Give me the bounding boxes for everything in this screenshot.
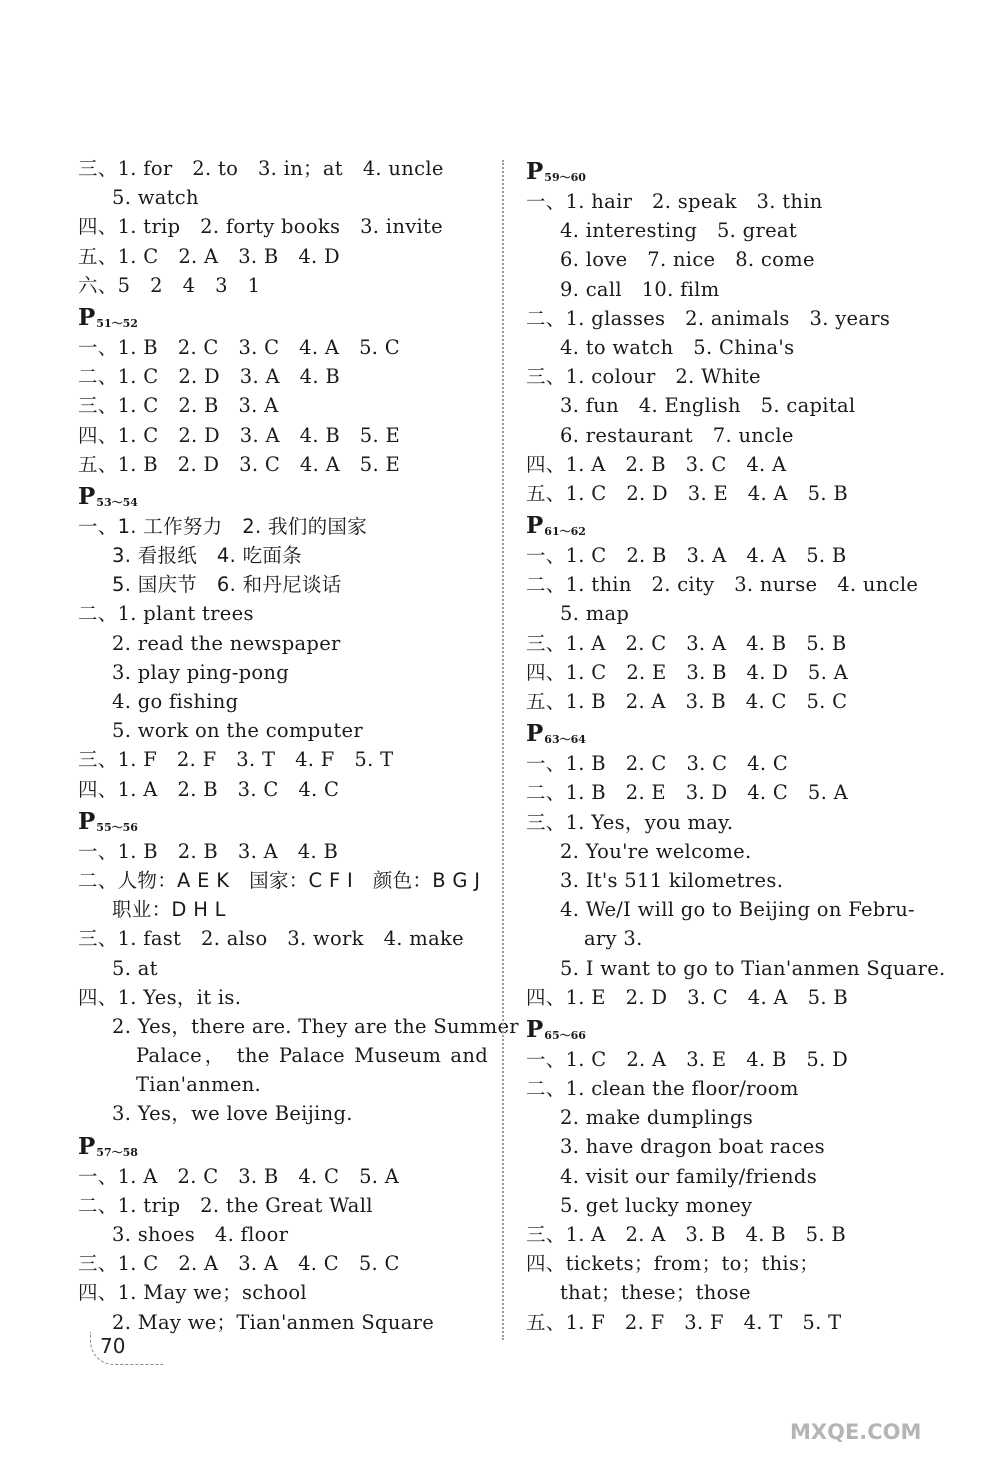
answer-line: 一、1. C 2. A 3. E 4. B 5. D (526, 1047, 849, 1071)
answer-line: 四、1. A 2. B 3. C 4. C (78, 777, 340, 801)
answer-line: 4. interesting 5. great (560, 219, 797, 243)
answer-line: 五、1. B 2. D 3. C 4. A 5. E (78, 452, 401, 476)
answer-line: 二、1. trip 2. the Great Wall (78, 1193, 373, 1217)
answer-line: 二、1. C 2. D 3. A 4. B (78, 365, 340, 389)
answer-line: 一、1. B 2. C 3. C 4. A 5. C (78, 335, 400, 359)
answer-line: 三、1. for 2. to 3. in；at 4. uncle (78, 157, 444, 180)
watermark (790, 1368, 990, 1453)
page-range-heading (526, 508, 926, 541)
answer-line: 二、1. clean the floor/room (526, 1077, 799, 1101)
answer-line: 一、1. C 2. B 3. A 4. A 5. B (526, 544, 847, 568)
answer-line: 四、tickets；from；to；this； (526, 1252, 820, 1276)
page-range-letter: P (526, 720, 544, 748)
right-answer-column (526, 154, 946, 1337)
page-range-letter: P (78, 303, 96, 331)
answer-line: 2. May we；Tian'anmen Square (112, 1310, 435, 1334)
page-range-heading (78, 1129, 488, 1162)
answer-line: 职业：D H L (112, 898, 226, 922)
answer-line: 3. Yes，we love Beijing. (112, 1102, 353, 1126)
answer-line: 一、1. B 2. B 3. A 4. B (78, 839, 339, 863)
answer-line: 4. visit our family/friends (560, 1164, 818, 1188)
left-answer-column (78, 154, 519, 1337)
page-range-letter: P (78, 482, 96, 510)
answer-line: 五、1. C 2. A 3. B 4. D (78, 244, 340, 268)
answer-line: 三、1. C 2. B 3. A (78, 394, 279, 418)
page-number: 70 (100, 1334, 126, 1358)
answer-line: 二、人物：A E K 国家：C F I 颜色：B G J (78, 868, 481, 892)
page-range-heading (526, 1012, 926, 1045)
answer-line: ary 3. (584, 927, 643, 951)
answer-line: 一、1. 工作努力 2. 我们的国家 (78, 514, 368, 538)
answer-line: 2. You're welcome. (560, 839, 752, 863)
answer-line: 一、1. hair 2. speak 3. thin (526, 190, 823, 213)
page-range-letter: P (78, 1132, 96, 1160)
answer-line: 5. map (560, 602, 630, 626)
answer-line: 一、1. B 2. C 3. C 4. C (526, 752, 789, 776)
answer-line: 三、1. A 2. A 3. B 4. B 5. B (526, 1223, 846, 1246)
answer-line: 二、1. plant trees (78, 602, 254, 626)
watermark-url: MXQE.COM (790, 1420, 922, 1444)
answer-line: 四、1. A 2. B 3. C 4. A (526, 452, 787, 476)
answer-line: Palace， the Palace Museum and (136, 1044, 488, 1068)
page-range-subscript: 55～56 (96, 820, 138, 834)
page-range-subscript: 57～58 (96, 1145, 138, 1159)
answer-line: 四、1. May we；school (78, 1281, 307, 1305)
page-range-letter: P (526, 512, 544, 540)
page-range-heading (78, 479, 488, 512)
answer-line: 5. at (112, 956, 158, 980)
answer-line: Tian'anmen. (136, 1073, 262, 1097)
answer-line: 三、1. Yes，you may. (526, 810, 734, 834)
answer-line: 9. call 10. film (560, 277, 720, 301)
page-range-subscript: 65～66 (544, 1028, 586, 1042)
answer-line: 五、1. C 2. D 3. E 4. A 5. B (526, 481, 849, 505)
page-range-subscript: 63～64 (544, 733, 586, 747)
column-divider (502, 160, 504, 1340)
answer-line: 5. watch (112, 186, 199, 210)
page-range-letter: P (78, 807, 96, 835)
answer-line: 四、1. trip 2. forty books 3. invite (78, 215, 444, 239)
answer-line: 3. play ping-pong (112, 660, 290, 684)
answer-line: 3. shoes 4. floor (112, 1223, 289, 1246)
page-range-heading (78, 804, 488, 837)
answer-line: 三、1. fast 2. also 3. work 4. make (78, 927, 464, 951)
page-range-heading (78, 300, 488, 333)
answer-line: 四、1. Yes，it is. (78, 985, 242, 1009)
answer-line: 五、1. B 2. A 3. B 4. C 5. C (526, 690, 848, 713)
answer-line: 三、1. colour 2. White (526, 365, 761, 389)
answer-line: 4. We/I will go to Beijing on Febru- (560, 898, 915, 922)
answer-line: 三、1. F 2. F 3. T 4. F 5. T (78, 748, 394, 772)
answer-line: 六、5 2 4 3 1 (78, 273, 261, 297)
answer-line: 4. go fishing (112, 690, 239, 713)
answer-line: 5. I want to go to Tian'anmen Square. (560, 956, 946, 980)
page-range-subscript: 61～62 (544, 525, 586, 539)
answer-line: 3. have dragon boat races (560, 1135, 825, 1159)
page-range-letter: P (526, 1015, 544, 1043)
answer-line: 二、1. thin 2. city 3. nurse 4. uncle (526, 573, 919, 597)
answer-line: 三、1. C 2. A 3. A 4. C 5. C (78, 1252, 400, 1276)
page-range-subscript: 59～60 (544, 171, 586, 184)
answer-line: 5. work on the computer (112, 719, 363, 743)
answer-line: 2. make dumplings (560, 1106, 754, 1130)
answer-line: 2. Yes，there are. They are the Summer (112, 1014, 519, 1038)
answer-line: 三、1. A 2. C 3. A 4. B 5. B (526, 631, 847, 655)
answer-line: 四、1. C 2. E 3. B 4. D 5. A (526, 660, 849, 684)
answer-line: 五、1. F 2. F 3. F 4. T 5. T (526, 1310, 842, 1334)
answer-line: 6. love 7. nice 8. come (560, 248, 815, 272)
answer-line: 3. 看报纸 4. 吃面条 (112, 544, 303, 568)
answer-line: that；these；those (560, 1281, 751, 1305)
answer-line: 3. It's 511 kilometres. (560, 868, 784, 892)
answer-line: 6. restaurant 7. uncle (560, 423, 794, 447)
page-range-subscript: 51～52 (96, 316, 138, 330)
answer-line: 3. fun 4. English 5. capital (560, 394, 856, 418)
answer-line: 2. read the newspaper (112, 631, 341, 655)
answer-line: 5. get lucky money (560, 1193, 753, 1217)
page-range-heading (526, 716, 926, 749)
answer-line: 二、1. glasses 2. animals 3. years (526, 306, 891, 330)
page-range-letter: P (526, 158, 544, 185)
answer-line: 5. 国庆节 6. 和丹尼谈话 (112, 573, 342, 597)
page-range-heading (526, 154, 926, 187)
answer-line: 四、1. E 2. D 3. C 4. A 5. B (526, 985, 849, 1009)
answer-line: 二、1. B 2. E 3. D 4. C 5. A (526, 781, 849, 805)
answer-line: 4. to watch 5. China's (560, 335, 795, 359)
answer-line: 四、1. C 2. D 3. A 4. B 5. E (78, 423, 401, 447)
page-range-subscript: 53～54 (96, 495, 138, 509)
answer-line: 一、1. A 2. C 3. B 4. C 5. A (78, 1164, 400, 1188)
